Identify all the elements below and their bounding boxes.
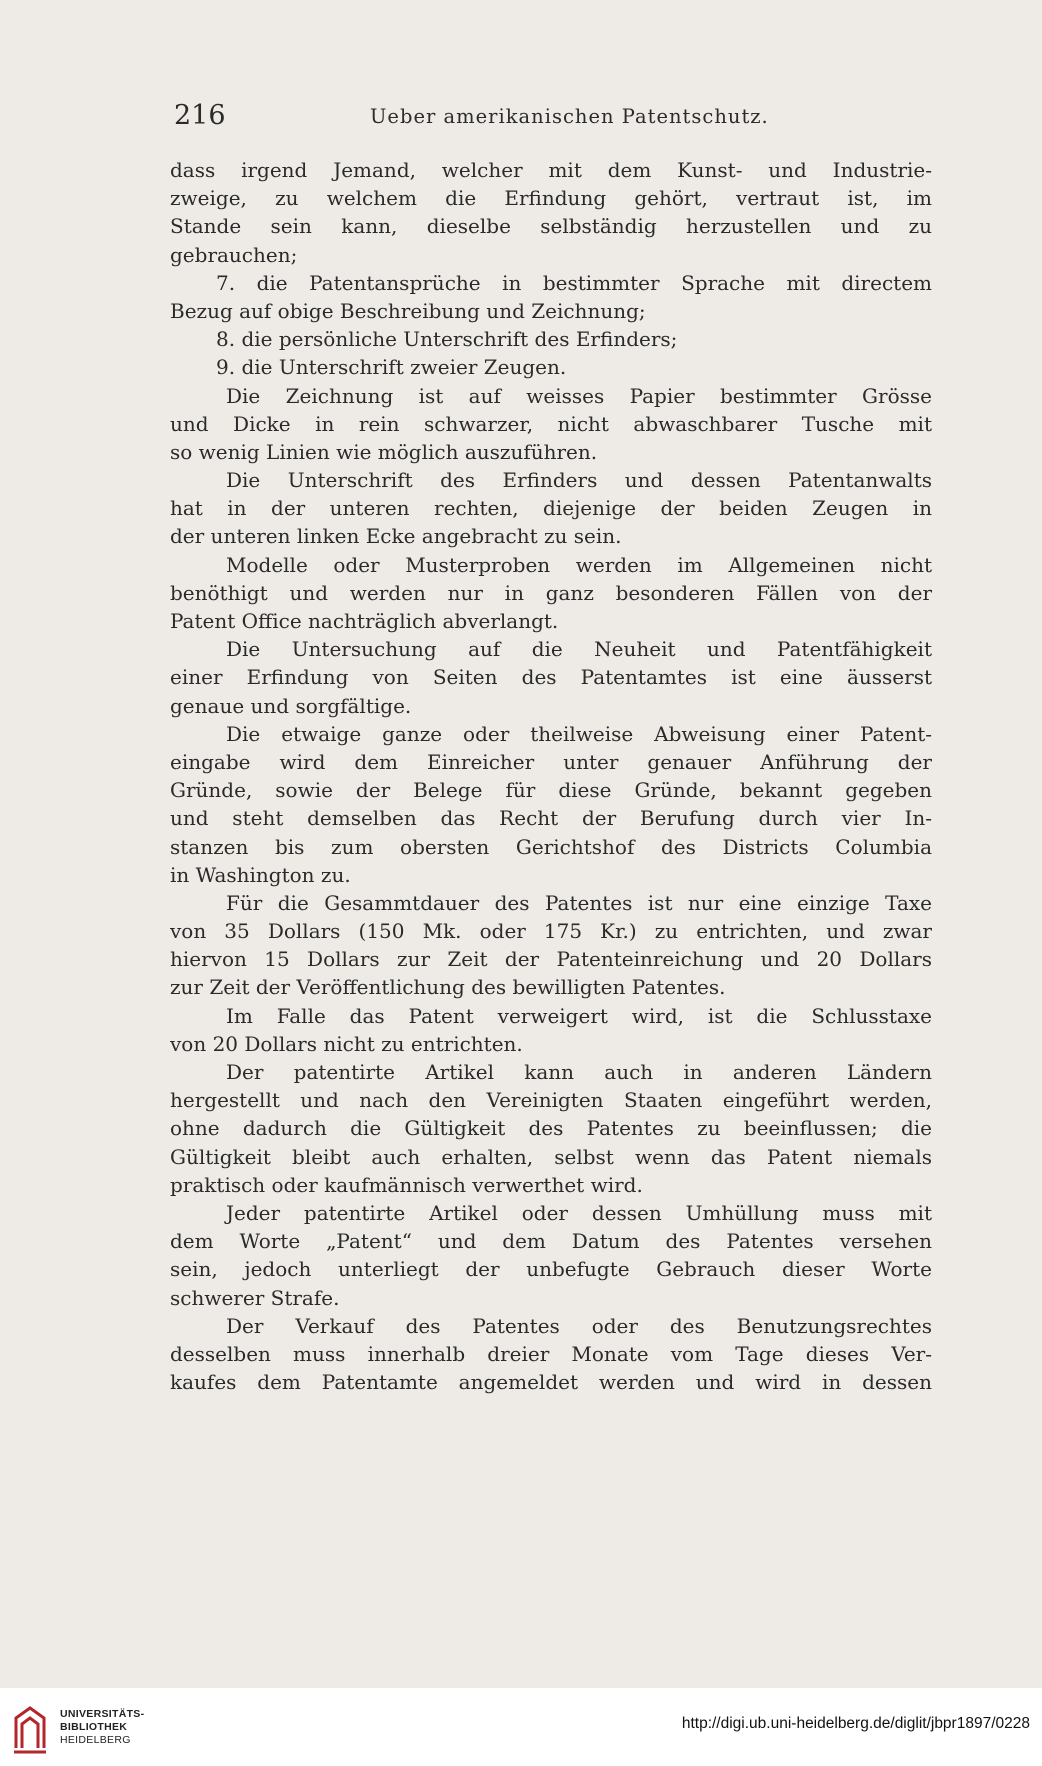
text-line: und Dicke in rein schwarzer, nicht abwaschbarer Tusche mit <box>170 411 932 436</box>
text-line: Für die Gesammtdauer des Patentes ist nur eine einzige Taxe <box>226 890 932 915</box>
library-logo-icon <box>10 1702 50 1756</box>
text-line: Jeder patentirte Artikel oder dessen Umhüllung muss mit <box>226 1200 932 1225</box>
text-line: Gründe, sowie der Belege für diese Gründe, bekannt gegeben <box>170 778 932 803</box>
text-line: und steht demselben das Recht der Berufung durch vier In- <box>170 806 932 831</box>
text-line: Modelle oder Musterproben werden im Allgemeinen nicht <box>226 552 932 577</box>
body-text <box>170 156 932 1396</box>
library-name-line: BIBLIOTHEK <box>60 1721 128 1733</box>
text-line: Stande sein kann, dieselbe selbständig herzustellen und zu <box>170 214 932 239</box>
library-name-line: UNIVERSITÄTS- <box>60 1708 145 1720</box>
text-line: Patent Office nachträglich abverlangt. <box>170 609 559 633</box>
text-line: hiervon 15 Dollars zur Zeit der Patenteinreichung und 20 Dollars <box>170 947 932 972</box>
text-line: 7. die Patentansprüche in bestimmter Sprache mit directem <box>216 270 932 295</box>
page-number: 216 <box>174 100 226 131</box>
text-line: genaue und sorgfältige. <box>170 693 412 718</box>
text-line: Im Falle das Patent verweigert wird, ist die Schlusstaxe <box>226 1003 932 1028</box>
text-line: dem Worte „Patent“ und dem Datum des Patentes versehen <box>170 1229 932 1254</box>
text-line: praktisch oder kaufmännisch verwerthet wird. <box>170 1172 643 1197</box>
text-line: Gültigkeit bleibt auch erhalten, selbst wenn das Patent niemals <box>170 1144 932 1169</box>
text-line: dass irgend Jemand, welcher mit dem Kunst- und Industrie- <box>170 158 932 182</box>
text-line: schwerer Strafe. <box>170 1285 340 1310</box>
text-line: 9. die Unterschrift zweier Zeugen. <box>216 355 567 380</box>
text-line: eingabe wird dem Einreicher unter genauer Anführung der <box>170 749 932 774</box>
text-line: in Washington zu. <box>170 862 351 887</box>
library-name-line: HEIDELBERG <box>60 1734 131 1746</box>
text-line: gebrauchen; <box>170 242 298 267</box>
text-line: Die etwaige ganze oder theilweise Abweisung einer Patent- <box>226 721 932 746</box>
text-line: kaufes dem Patentamte angemeldet werden und wird in dessen <box>170 1370 932 1395</box>
text-line: der unteren linken Ecke angebracht zu sein. <box>170 524 622 549</box>
text-line: ohne dadurch die Gültigkeit des Patentes zu beeinflussen; die <box>170 1116 932 1141</box>
text-line: sein, jedoch unterliegt der unbefugte Gebrauch dieser Worte <box>170 1257 932 1282</box>
running-title: Ueber amerikanischen Patentschutz. <box>370 105 769 128</box>
text-line: Der patentirte Artikel kann auch in anderen Ländern <box>226 1060 932 1084</box>
text-line: Die Zeichnung ist auf weisses Papier bestimmter Grösse <box>226 383 932 408</box>
library-name <box>60 1708 144 1747</box>
text-line: zur Zeit der Veröffentlichung des bewilligten Patentes. <box>170 975 726 1000</box>
page-header <box>172 100 932 134</box>
text-line: zweige, zu welchem die Erfindung gehört, vertraut ist, im <box>170 186 932 211</box>
text-line: einer Erfindung von Seiten des Patentamtes ist eine äusserst <box>170 665 932 690</box>
text-line: von 20 Dollars nicht zu entrichten. <box>170 1031 523 1056</box>
text-line: so wenig Linien wie möglich auszuführen. <box>170 439 598 464</box>
text-line: desselben muss innerhalb dreier Monate vom Tage dieses Ver- <box>170 1341 932 1366</box>
text-line: hergestellt und nach den Vereinigten Staaten eingeführt werden, <box>170 1088 932 1113</box>
text-line: 8. die persönliche Unterschrift des Erfinders; <box>216 327 678 352</box>
text-line: Der Verkauf des Patentes oder des Benutzungsrechtes <box>226 1313 932 1338</box>
text-line: stanzen bis zum obersten Gerichtshof des Districts Columbia <box>170 834 932 859</box>
text-line: Bezug auf obige Beschreibung und Zeichnung; <box>170 298 646 323</box>
text-line: Die Untersuchung auf die Neuheit und Patentfähigkeit <box>226 637 932 662</box>
footer-bar <box>0 1688 1042 1766</box>
text-line: hat in der unteren rechten, diejenige der beiden Zeugen in <box>170 496 932 521</box>
source-url-link[interactable]: http://digi.ub.uni-heidelberg.de/diglit/jbpr1897/0228 <box>681 1715 1030 1732</box>
text-line: Die Unterschrift des Erfinders und dessen Patentanwalts <box>226 468 932 493</box>
text-line: benöthigt und werden nur in ganz besonderen Fällen von der <box>170 580 932 605</box>
text-line: von 35 Dollars (150 Mk. oder 175 Kr.) zu entrichten, und zwar <box>170 919 932 944</box>
